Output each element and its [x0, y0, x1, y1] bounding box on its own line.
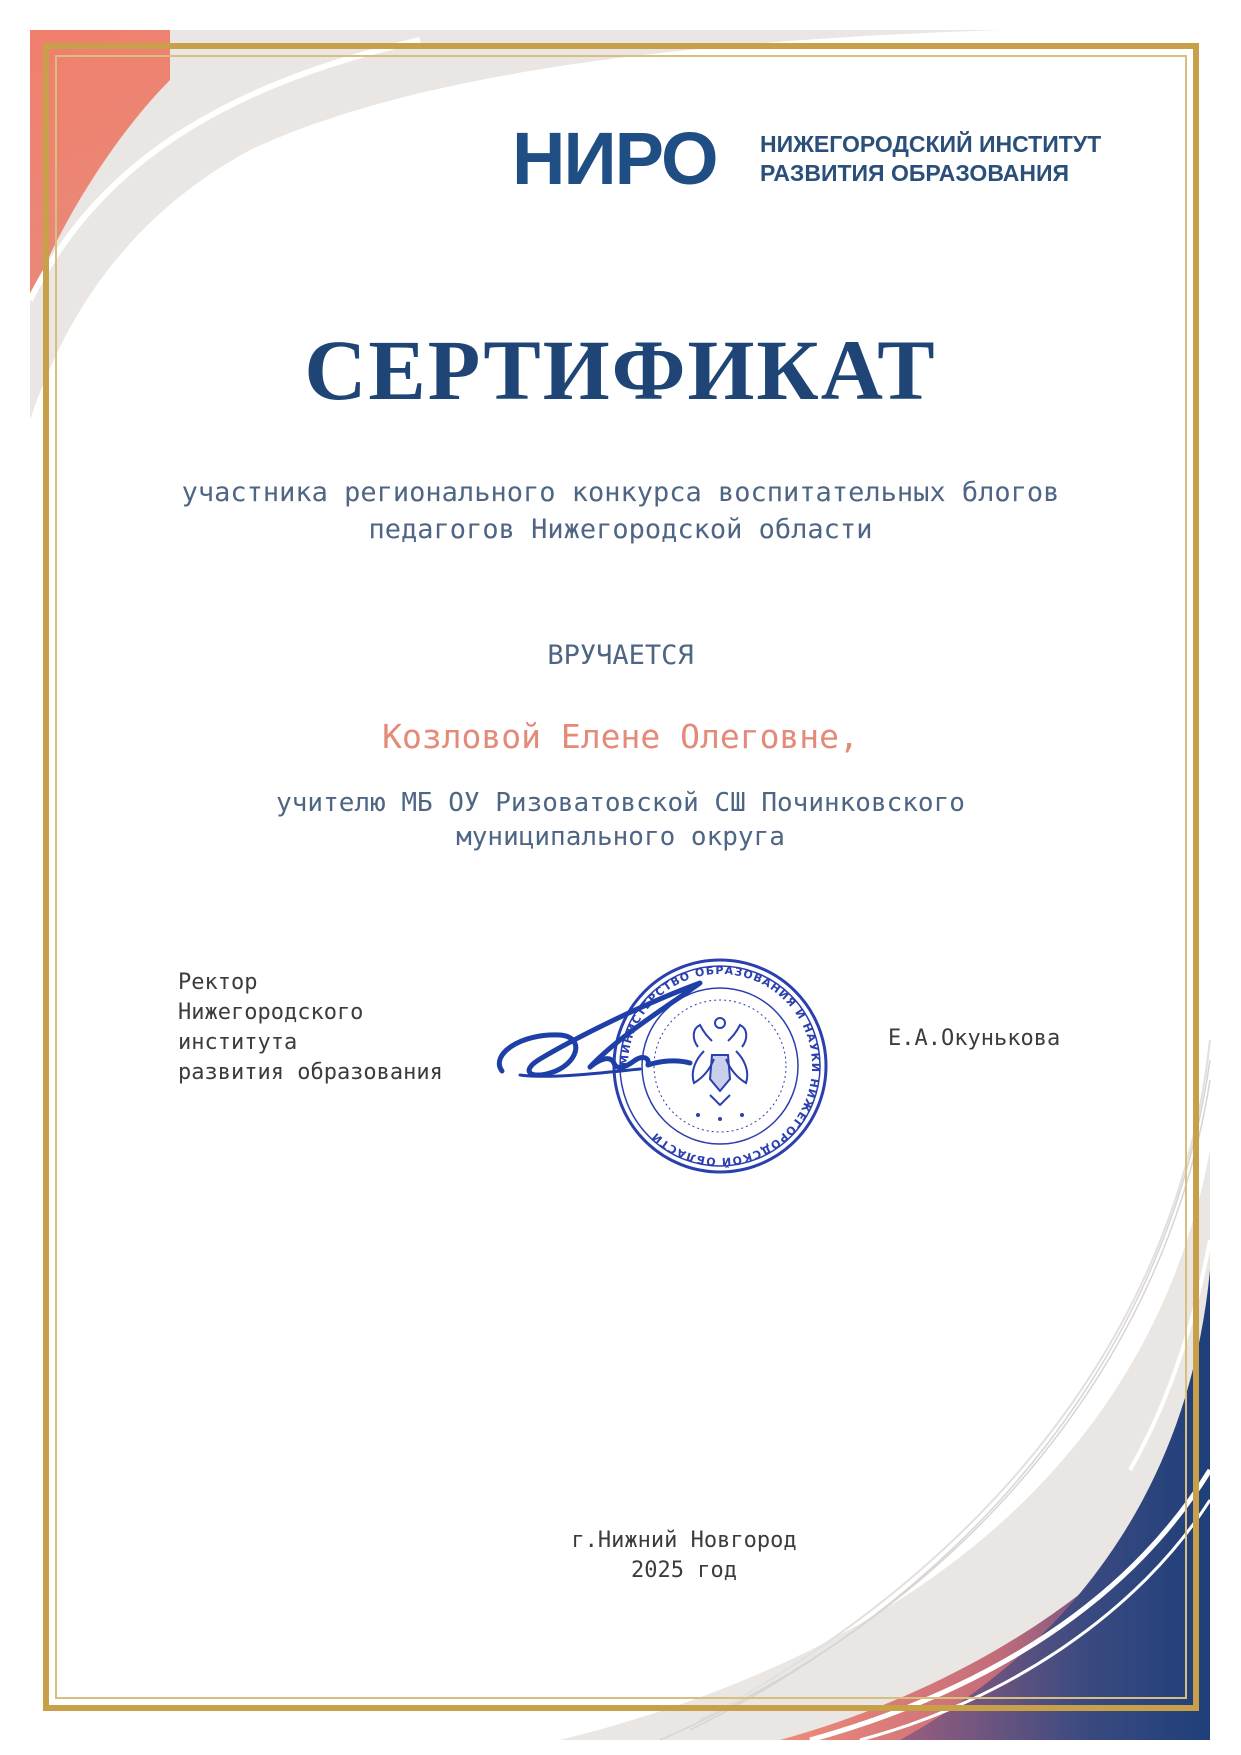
- certificate-subtitle: [90, 474, 1151, 548]
- logo-sub-line-1: НИЖЕГОРОДСКИЙ ИНСТИТУТ: [760, 131, 1102, 157]
- signer-title-line-3: института: [178, 1030, 298, 1055]
- position-line-2: муниципального округа: [456, 822, 785, 852]
- subtitle-line-2: педагогов Нижегородской области: [368, 514, 873, 545]
- inner-gold-frame: [56, 56, 1186, 1698]
- footer-year: 2025 год: [631, 1558, 737, 1583]
- signer-name: Е.А.Окунькова: [888, 1026, 1061, 1051]
- awarded-label: ВРУЧАЕТСЯ: [547, 640, 694, 671]
- position-line-1: учителю МБ ОУ Ризоватовской СШ Починковского: [276, 788, 965, 818]
- signer-title-line-4: развития образования: [178, 1060, 443, 1085]
- recipient-position: [160, 786, 1081, 854]
- signer-title-line-2: Нижегородского: [178, 1000, 364, 1025]
- certificate-title: СЕРТИФИКАТ: [304, 322, 937, 418]
- recipient-name: Козловой Елене Олеговне,: [382, 717, 859, 756]
- logo-wordmark: НИРО: [512, 117, 717, 200]
- signer-title: [178, 968, 498, 1088]
- subtitle-line-1: участника регионального конкурса воспитательных блогов: [181, 477, 1060, 508]
- logo-institute-name: [760, 130, 1140, 188]
- footer-location: [0, 1526, 1241, 1586]
- outer-gold-frame: [46, 46, 1196, 1708]
- footer-city: г.Нижний Новгород: [571, 1528, 797, 1553]
- logo-sub-line-2: РАЗВИТИЯ ОБРАЗОВАНИЯ: [760, 160, 1070, 186]
- handwritten-signature: [490, 975, 730, 1105]
- seal-text: МИНИСТЕРСТВО ОБРАЗОВАНИЯ И НАУКИ НИЖЕГОРОДСКОЙ ОБЛАСТИ: [617, 963, 823, 1169]
- signer-title-line-1: Ректор: [178, 970, 258, 995]
